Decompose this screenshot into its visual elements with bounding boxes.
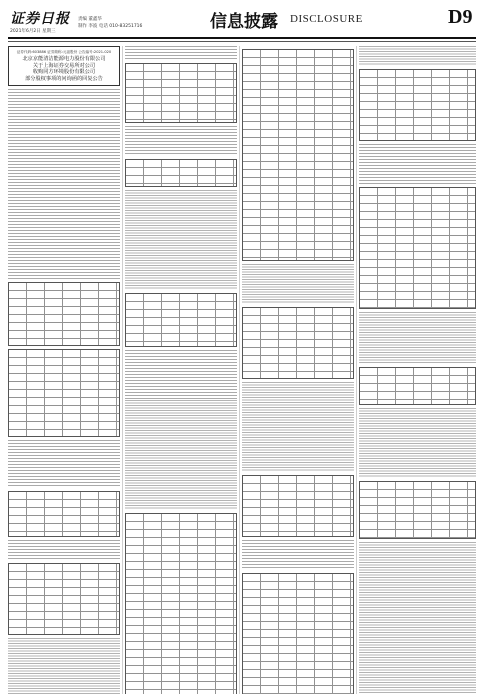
- notice-title-line-2: 关于上海证券交易所对公司: [32, 62, 96, 69]
- data-table: [8, 491, 120, 537]
- data-table: [359, 367, 476, 405]
- issue-date: 2021年6月2日 星期三: [10, 29, 56, 34]
- page-number: D9: [448, 6, 473, 28]
- column-divider: [122, 46, 123, 694]
- notice-title-line-1: 北京京能清洁能源电力股份有限公司: [22, 56, 106, 62]
- editor-line: 责编 董鑫华: [78, 17, 102, 22]
- body-text-block: [359, 408, 476, 478]
- data-table: [8, 282, 120, 346]
- body-text-block: [242, 264, 354, 304]
- data-table: [8, 349, 120, 437]
- body-text-block: [8, 540, 120, 560]
- data-table: [125, 63, 237, 123]
- data-table: [359, 187, 476, 309]
- column-1: [8, 46, 120, 694]
- body-text-block: [125, 190, 237, 290]
- data-table: [359, 69, 476, 141]
- data-table: [125, 513, 237, 694]
- body-text-block: [359, 46, 476, 66]
- column-4: [359, 46, 476, 694]
- newspaper-logo: 证券日报: [10, 11, 70, 27]
- body-text-block: [125, 400, 237, 510]
- masthead-rule: [8, 37, 476, 39]
- body-text-block: [8, 440, 120, 488]
- body-text-block: [125, 46, 237, 60]
- body-text-block: [359, 542, 476, 694]
- body-text-block: [125, 350, 237, 400]
- data-table: [242, 307, 354, 379]
- masthead-rule-thin: [8, 41, 476, 42]
- body-text-block: [359, 312, 476, 364]
- column-2: [125, 46, 237, 694]
- body-text-block: [242, 540, 354, 570]
- column-3: [242, 46, 354, 694]
- notice-title-line-3: 收购同方环境股份有限公司: [32, 69, 96, 75]
- data-table: [125, 159, 237, 187]
- column-divider: [239, 46, 240, 694]
- column-divider: [356, 46, 357, 694]
- data-table: [242, 475, 354, 537]
- body-text-block: [359, 144, 476, 184]
- data-table: [125, 293, 237, 347]
- body-text-block: [8, 638, 120, 694]
- notice-title-line-4: 部分股权事项的问询函的回复公告: [25, 75, 103, 82]
- notice-code-line: 证券代码:603886 证券简称:元祖股份 公告编号:2021-020: [16, 50, 112, 54]
- body-text-block: [125, 126, 237, 156]
- notice-header-box: [8, 46, 120, 86]
- data-table: [242, 49, 354, 261]
- contact-line: 制作 李波 电话 010-83251716: [78, 24, 143, 29]
- section-title-english: DISCLOSURE: [290, 13, 363, 25]
- data-table: [359, 481, 476, 539]
- section-title: 信息披露: [210, 12, 278, 32]
- body-text-block: [8, 89, 120, 279]
- data-table: [8, 563, 120, 635]
- body-text-block: [242, 382, 354, 472]
- data-table: [242, 573, 354, 694]
